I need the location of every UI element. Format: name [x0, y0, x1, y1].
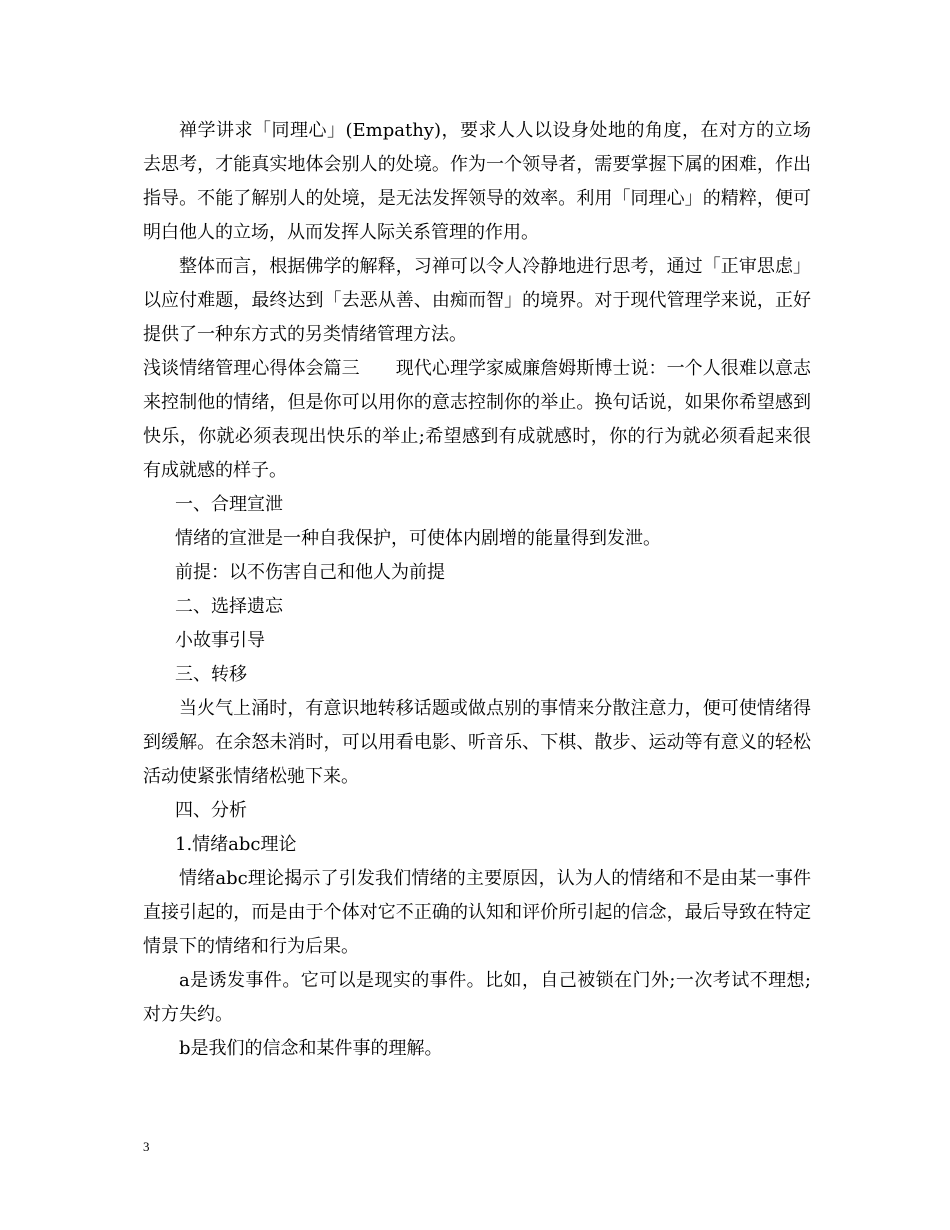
paragraph-a-activating-event: a是诱发事件。它可以是现实的事件。比如，自己被锁在门外;一次考试不理想;对方失约。	[143, 970, 811, 1025]
paragraph-b-belief: b是我们的信念和某件事的理解。	[179, 1038, 443, 1059]
paragraph-article-three-intro: 浅谈情绪管理心得体会篇三 现代心理学家威廉詹姆斯博士说：一个人很难以意志来控制他的情绪，但是你可以用你的意志控制你的举止。换句话说，如果你希望感到快乐，你就必须表现出快乐的举止;希望感到有成就感时，你的行为就必须看起来很有成就感的样子。	[143, 358, 811, 481]
paragraph-empathy: 禅学讲求「同理心」(Empathy)，要求人人以设身处地的角度，在对方的立场去思考，才能真实地体会别人的处境。作为一个领导者，需要掌握下属的困难，作出指导。不能了解别人的处境，是无法发挥领导的效率。利用「同理心」的精粹，便可明白他人的立场，从而发挥人际关系管理的作用。	[143, 120, 811, 243]
list-item-venting-description: 情绪的宣泄是一种自我保护，可使体内剧增的能量得到发泄。	[175, 528, 661, 549]
section-heading-reasonable-venting: 一、合理宣泄	[175, 494, 283, 515]
paragraph-transfer-description: 当火气上涌时，有意识地转移话题或做点别的事情来分散注意力，便可使情绪得到缓解。在余怒未消时，可以用看电影、听音乐、下棋、散步、运动等有意义的轻松活动使紧张情绪松驰下来。	[143, 698, 811, 787]
list-item-story-guidance: 小故事引导	[175, 630, 265, 651]
list-item-venting-premise: 前提：以不伤害自己和他人为前提	[175, 562, 445, 583]
section-heading-selective-forgetting: 二、选择遗忘	[175, 596, 283, 617]
page-number: 3	[143, 1139, 150, 1154]
document-body	[143, 114, 811, 1066]
subheading-abc-theory: 1.情绪abc理论	[175, 834, 297, 855]
paragraph-abc-theory: 情绪abc理论揭示了引发我们情绪的主要原因，认为人的情绪和不是由某一事件直接引起的，而是由于个体对它不正确的认知和评价所引起的信念，最后导致在特定情景下的情绪和行为后果。	[143, 868, 811, 957]
paragraph-summary: 整体而言，根据佛学的解释，习禅可以令人冷静地进行思考，通过「正审思虑」以应付难题，最终达到「去恶从善、由痴而智」的境界。对于现代管理学来说，正好提供了一种东方式的另类情绪管理方法。	[143, 256, 811, 345]
section-heading-analysis: 四、分析	[175, 800, 247, 821]
section-heading-transfer: 三、转移	[175, 664, 247, 685]
